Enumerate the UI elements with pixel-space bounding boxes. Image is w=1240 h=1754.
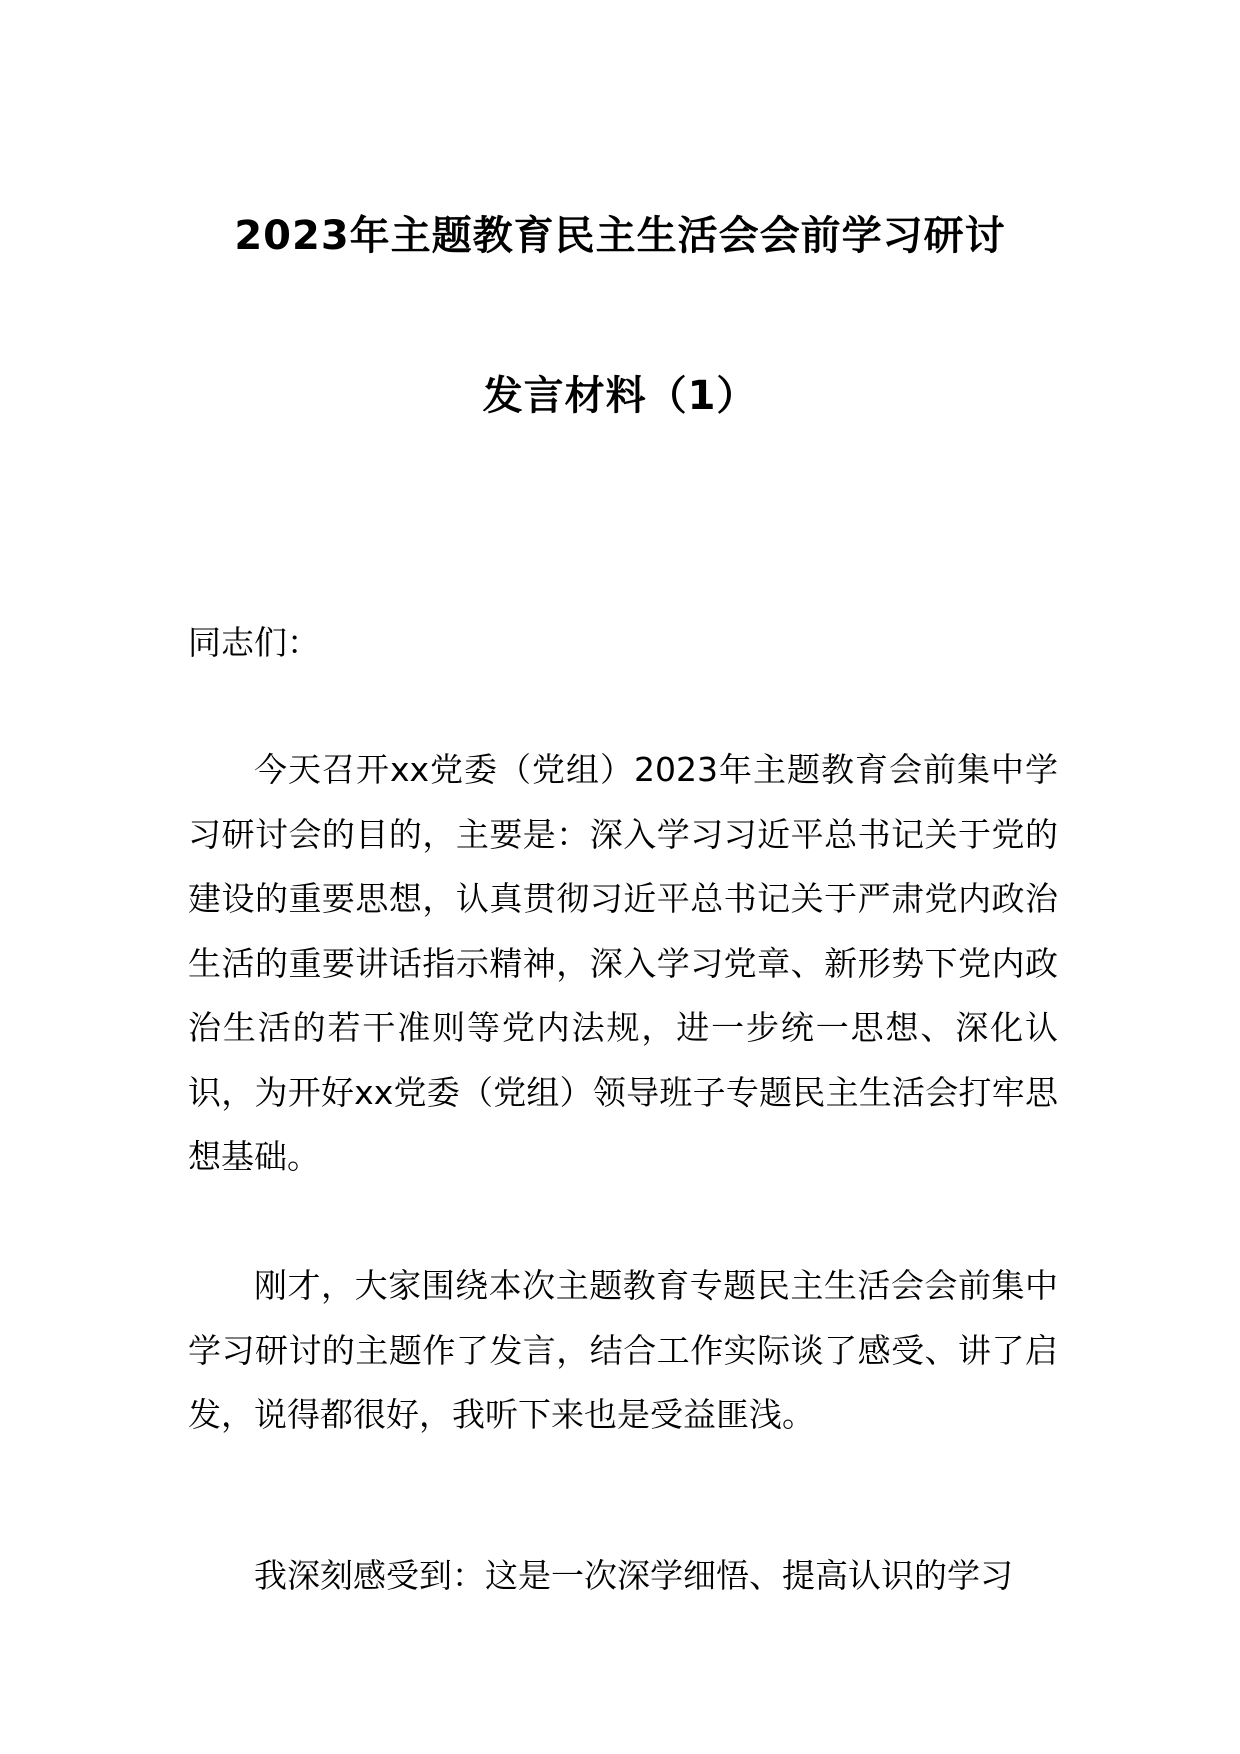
paragraph-2: 刚才，大家围绕本次主题教育专题民主生活会会前集中学习研讨的主题作了发言，结合工作实际谈了感受、讲了启发，说得都很好，我听下来也是受益匪浅。 (188, 1266, 1058, 1434)
paragraph-1: 今天召开xx党委（党组）2023年主题教育会前集中学习研讨会的目的，主要是：深入学习习近平总书记关于党的建设的重要思想，认真贯彻习近平总书记关于严肃党内政治生活的重要讲话指示精神，深入学习党章、新形势下党内政治生活的若干准则等党内法规，进一步统一思想、深化认识，为开好xx党委（党组）领导班子专题民主生活会打牢思想基础。 (188, 750, 1058, 1176)
greeting: 同志们： (188, 623, 320, 662)
paragraph-3: 我深刻感受到：这是一次深学细悟、提高认识的学习 (254, 1556, 1013, 1595)
document-title-line-2: 发言材料（1） (482, 373, 758, 419)
document-title-line-1: 2023年主题教育民主生活会会前学习研讨 (234, 213, 1006, 259)
